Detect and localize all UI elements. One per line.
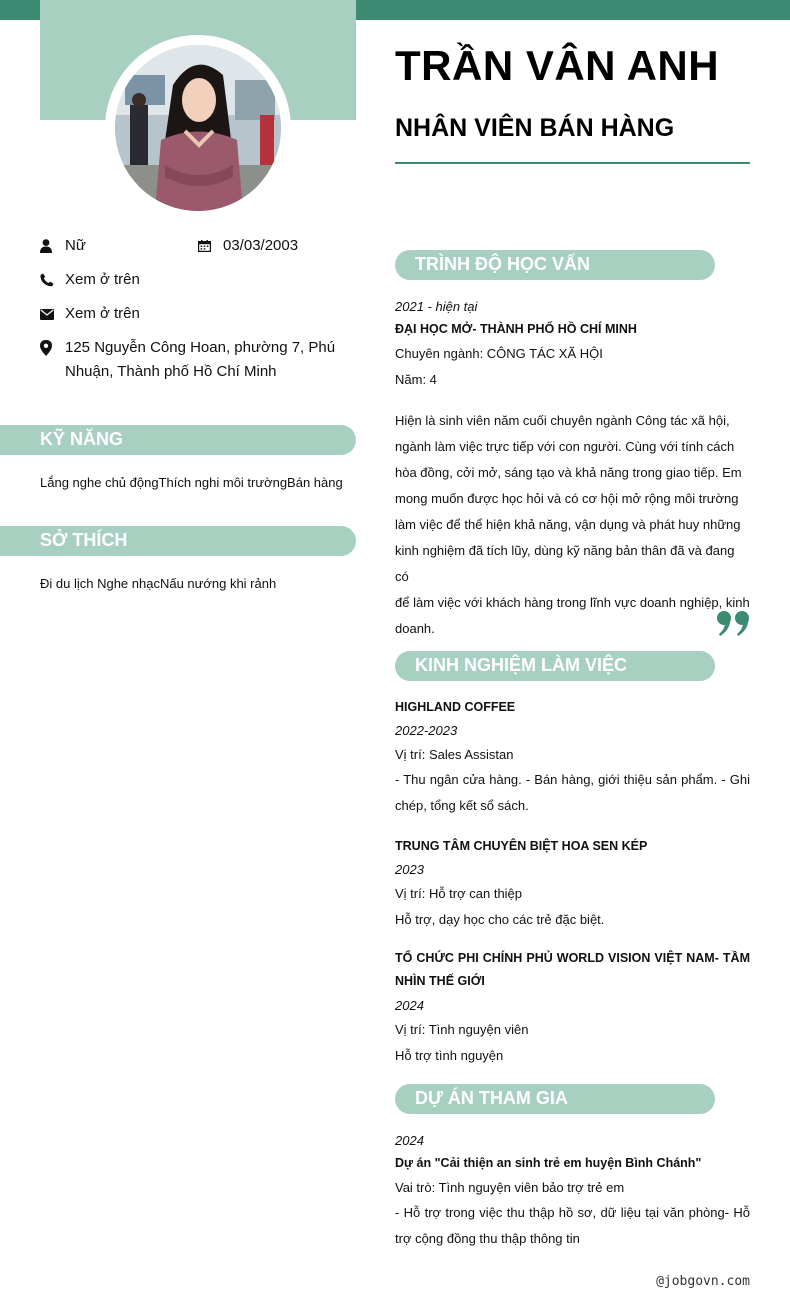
address-row <box>40 336 335 384</box>
education-year: Năm: 4 <box>395 372 437 387</box>
summary-paragraph <box>395 408 750 642</box>
email-row <box>40 302 140 326</box>
dob-row <box>198 234 298 258</box>
avatar-frame <box>105 35 291 221</box>
experience-company: HIGHLAND COFFEE <box>395 700 516 714</box>
quote-icon <box>716 610 752 638</box>
calendar-icon <box>198 234 223 258</box>
experience-heading: KINH NGHIỆM LÀM VIỆC <box>415 655 628 675</box>
email-value: Xem ở trên <box>65 305 140 322</box>
footer-watermark: @jobgovn.com <box>656 1274 750 1289</box>
skills-text: Lắng nghe chủ độngThích nghi môi trườngBán hàng <box>40 475 343 490</box>
education-major: Chuyên ngành: CÔNG TÁC XÃ HỘI <box>395 346 603 361</box>
summary-line: ngành làm việc trực tiếp với con người. Cùng với tính cách <box>395 439 735 454</box>
education-school: ĐẠI HỌC MỞ- THÀNH PHỐ HỒ CHÍ MINH <box>395 322 637 336</box>
address-line-2: Nhuận, Thành phố Hồ Chí Minh <box>65 363 277 380</box>
summary-line: làm việc để thể hiện khả năng, vận dụng và phát huy những <box>395 517 741 532</box>
experience-description: - Thu ngân cửa hàng. - Bán hàng, giới thiệu sản phẩm. - Ghi chép, tổng kết sổ sách. <box>395 772 750 813</box>
experience-description: Hỗ trợ, dạy học cho các trẻ đặc biệt. <box>395 912 605 927</box>
experience-position: Vị trí: Sales Assistan <box>395 747 514 762</box>
projects-heading: DỰ ÁN THAM GIA <box>415 1088 568 1108</box>
experience-period: 2023 <box>395 862 424 877</box>
skills-heading-bar <box>0 425 356 455</box>
hobbies-heading-bar <box>0 526 356 556</box>
candidate-name: TRẦN VÂN ANH <box>395 42 720 89</box>
education-period: 2021 - hiện tại <box>395 299 478 314</box>
phone-value: Xem ở trên <box>65 271 140 288</box>
experience-company: TRUNG TÂM CHUYÊN BIỆT HOA SEN KÉP <box>395 839 648 853</box>
experience-company: TỔ CHỨC PHI CHÍNH PHỦ WORLD VISION VIỆT NAM- TẦM NHÌN THẾ GIỚI <box>395 951 750 988</box>
dob-value: 03/03/2003 <box>223 237 299 254</box>
gender-value: Nữ <box>65 237 86 254</box>
hobbies-heading: SỞ THÍCH <box>40 530 128 550</box>
education-heading-bar <box>395 250 715 280</box>
user-icon <box>40 234 65 258</box>
avatar <box>115 45 281 211</box>
project-description: - Hỗ trợ trong việc thu thập hồ sơ, dữ liệu tại văn phòng- Hỗ trợ cộng đồng thu thập thông tin <box>395 1205 750 1246</box>
title-divider <box>395 162 750 164</box>
job-title: NHÂN VIÊN BÁN HÀNG <box>395 114 675 142</box>
experience-description: Hỗ trợ tình nguyện <box>395 1048 504 1063</box>
experience-period: 2024 <box>395 998 424 1013</box>
location-icon <box>40 336 65 360</box>
experience-position: Vị trí: Hỗ trợ can thiệp <box>395 886 523 901</box>
avatar-photo <box>115 45 281 211</box>
phone-icon <box>40 268 65 292</box>
experience-position: Vị trí: Tình nguyện viên <box>395 1022 529 1037</box>
project-period: 2024 <box>395 1133 424 1148</box>
hobbies-text: Đi du lịch Nghe nhạcNấu nướng khi rảnh <box>40 576 277 591</box>
summary-line: doanh. <box>395 621 435 636</box>
phone-row <box>40 268 140 292</box>
summary-line: mong muốn được học hỏi và có cơ hội mở rộng môi trường <box>395 491 739 506</box>
education-heading: TRÌNH ĐỘ HỌC VẤN <box>415 254 590 274</box>
project-role: Vai trò: Tình nguyện viên bảo trợ trẻ em <box>395 1180 625 1195</box>
gender-row <box>40 234 86 258</box>
summary-line: để làm việc với khách hàng trong lĩnh vực doanh nghiệp, kinh <box>395 595 750 610</box>
skills-heading: KỸ NĂNG <box>40 429 124 449</box>
project-name: Dự án "Cải thiện an sinh trẻ em huyện Bình Chánh" <box>395 1156 702 1170</box>
experience-period: 2022-2023 <box>395 723 458 738</box>
summary-line: Hiện là sinh viên năm cuối chuyên ngành Công tác xã hội, <box>395 413 730 428</box>
address-value <box>65 336 335 384</box>
address-line-1: 125 Nguyễn Công Hoan, phường 7, Phú <box>65 339 336 356</box>
experience-heading-bar <box>395 651 715 681</box>
projects-heading-bar <box>395 1084 715 1114</box>
summary-line: hòa đồng, cởi mở, sáng tạo và khả năng trong giao tiếp. Em <box>395 465 742 480</box>
summary-line: kinh nghiệm đã tích lũy, dùng kỹ năng bản thân đã và đang có <box>395 543 735 584</box>
email-icon <box>40 302 65 326</box>
